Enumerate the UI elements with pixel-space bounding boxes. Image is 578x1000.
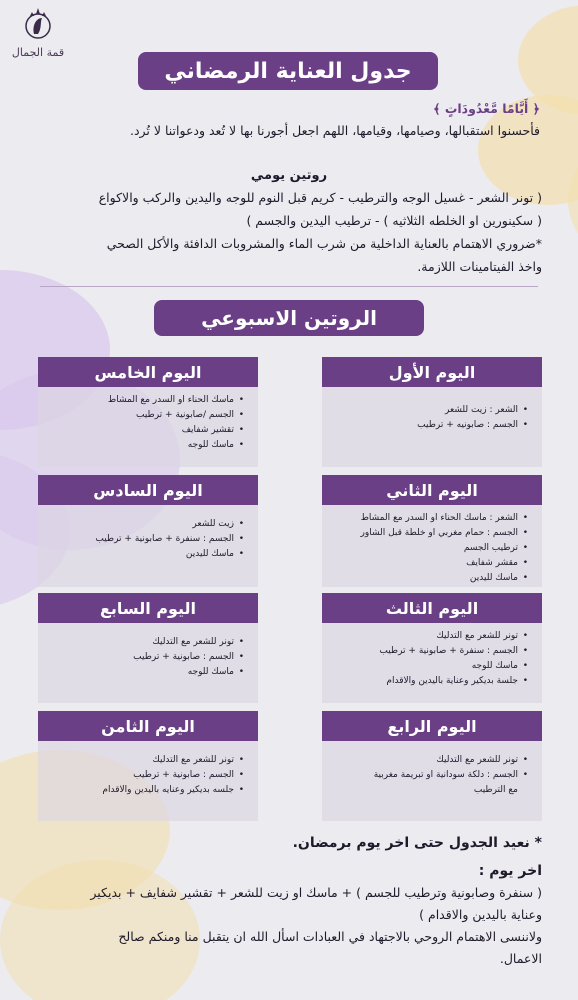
day-item: • تونر للشعر مع التدليك <box>44 753 244 768</box>
daily-line: واخذ الفيتامينات اللازمة. <box>417 259 542 274</box>
day-card-8 <box>38 711 258 821</box>
day-item: • جلسه بديكير وعنايه باليدين والاقدام <box>44 783 244 798</box>
day-item: • الجسم : دلكة سودانية او تبريمة مغربية <box>328 768 528 783</box>
day-item: • الجسم : سنفرة + صابونية + ترطيب <box>44 532 244 547</box>
day-title: اليوم الثالث <box>322 593 542 623</box>
last-day-line: ولاننسى الاهتمام الروحي بالاجتهاد في العبادات اسأل الله ان يتقبل منا ومنكم صالح <box>118 929 542 944</box>
day-body <box>322 505 542 587</box>
day-item: • الشعر : ماسك الحناء او السدر مع المشاط <box>328 511 528 526</box>
day-item: • ماسك لليدين <box>328 571 528 586</box>
day-title: اليوم السادس <box>38 475 258 505</box>
day-item: • الجسم : حمام مغربي او خلطة قبل الشاور <box>328 526 528 541</box>
day-body <box>38 387 258 467</box>
day-item: • مقشر شفايف <box>328 556 528 571</box>
day-title: اليوم السابع <box>38 593 258 623</box>
day-title: اليوم الخامس <box>38 357 258 387</box>
day-item: • الجسم : سنفرة + صابونية + ترطيب <box>328 644 528 659</box>
day-body <box>322 741 542 821</box>
page-title: جدول العناية الرمضاني <box>138 52 438 90</box>
logo-text: قمة الجمال <box>11 46 65 59</box>
day-item: • جلسة بديكير وعناية باليدين والاقدام <box>328 674 528 689</box>
day-body <box>322 387 542 467</box>
daily-line: ( سكينورين او الخلطه الثلاثيه ) - ترطيب اليدين والجسم ) <box>246 213 542 228</box>
day-card-1 <box>322 357 542 467</box>
intro-quote: ﴿ أَيَّامًا مَّعْدُودَاتٍ ﴾ <box>433 101 540 116</box>
day-item: • زيت للشعر <box>44 517 244 532</box>
day-item: • ماسك الحناء او السدر مع المشاط <box>44 393 244 408</box>
day-item: • الجسم : صابونية + ترطيب <box>44 650 244 665</box>
daily-line: ( تونر الشعر - غسيل الوجه والترطيب - كريم قبل النوم للوجه واليدين والركب والاكواع <box>98 190 542 205</box>
weekly-title: الروتين الاسبوعي <box>154 300 424 336</box>
woman-silhouette-logo-icon <box>20 6 56 44</box>
day-card-7 <box>38 593 258 703</box>
day-item: • الجسم : صابونيه + ترطيب <box>328 418 528 433</box>
day-item: • الشعر : زيت للشعر <box>328 403 528 418</box>
last-day-line: الاعمال. <box>499 951 542 966</box>
day-card-5 <box>38 357 258 467</box>
day-card-4 <box>322 711 542 821</box>
day-item: • ماسك لليدين <box>44 547 244 562</box>
footer-section <box>32 832 542 970</box>
last-day-heading: اخر يوم : <box>478 863 542 879</box>
day-title: اليوم الثامن <box>38 711 258 741</box>
intro-section <box>30 98 540 142</box>
intro-line: فأحسنوا استقبالها، وصيامها، وقيامها، اللهم اجعل أجورنا بها لا تُعد ودعواتنا لا تُرد. <box>129 123 540 138</box>
day-body <box>322 623 542 703</box>
daily-line: *ضروري الاهتمام بالعناية الداخلية من شرب الماء والمشروبات الدافئة والأكل الصحي <box>106 236 542 251</box>
day-item: • تونر للشعر مع التدليك <box>328 629 528 644</box>
day-item: • الجسم /صابونية + ترطيب <box>44 408 244 423</box>
day-body <box>38 623 258 703</box>
day-body <box>38 505 258 587</box>
day-item: • تقشير شفايف <box>44 423 244 438</box>
day-title: اليوم الأول <box>322 357 542 387</box>
day-item: مع الترطيب <box>473 785 518 795</box>
day-card-2 <box>322 475 542 587</box>
day-card-6 <box>38 475 258 587</box>
daily-routine-heading: روتين يومي <box>250 168 328 183</box>
day-item: • تونر للشعر مع التدليك <box>44 635 244 650</box>
day-item: • ماسك للوجه <box>44 438 244 453</box>
day-item: • ماسك للوجه <box>44 665 244 680</box>
day-item: • تونر للشعر مع التدليك <box>328 753 528 768</box>
brand-logo <box>8 6 68 66</box>
repeat-note: * نعيد الجدول حتى اخر يوم برمضان. <box>292 835 542 851</box>
day-body <box>38 741 258 821</box>
last-day-line: وعناية باليدين والاقدام ) <box>419 907 542 922</box>
day-item: • الجسم : صابونية + ترطيب <box>44 768 244 783</box>
day-title: اليوم الثاني <box>322 475 542 505</box>
section-divider <box>40 286 538 287</box>
last-day-line: ( سنفرة وصابونية وترطيب للجسم ) + ماسك او زيت للشعر + تقشير شفايف + بديكير <box>90 885 542 900</box>
day-item: • ترطيب الجسم <box>328 541 528 556</box>
day-item: • ماسك للوجه <box>328 659 528 674</box>
day-title: اليوم الرابع <box>322 711 542 741</box>
day-card-3 <box>322 593 542 703</box>
daily-routine <box>22 186 542 278</box>
